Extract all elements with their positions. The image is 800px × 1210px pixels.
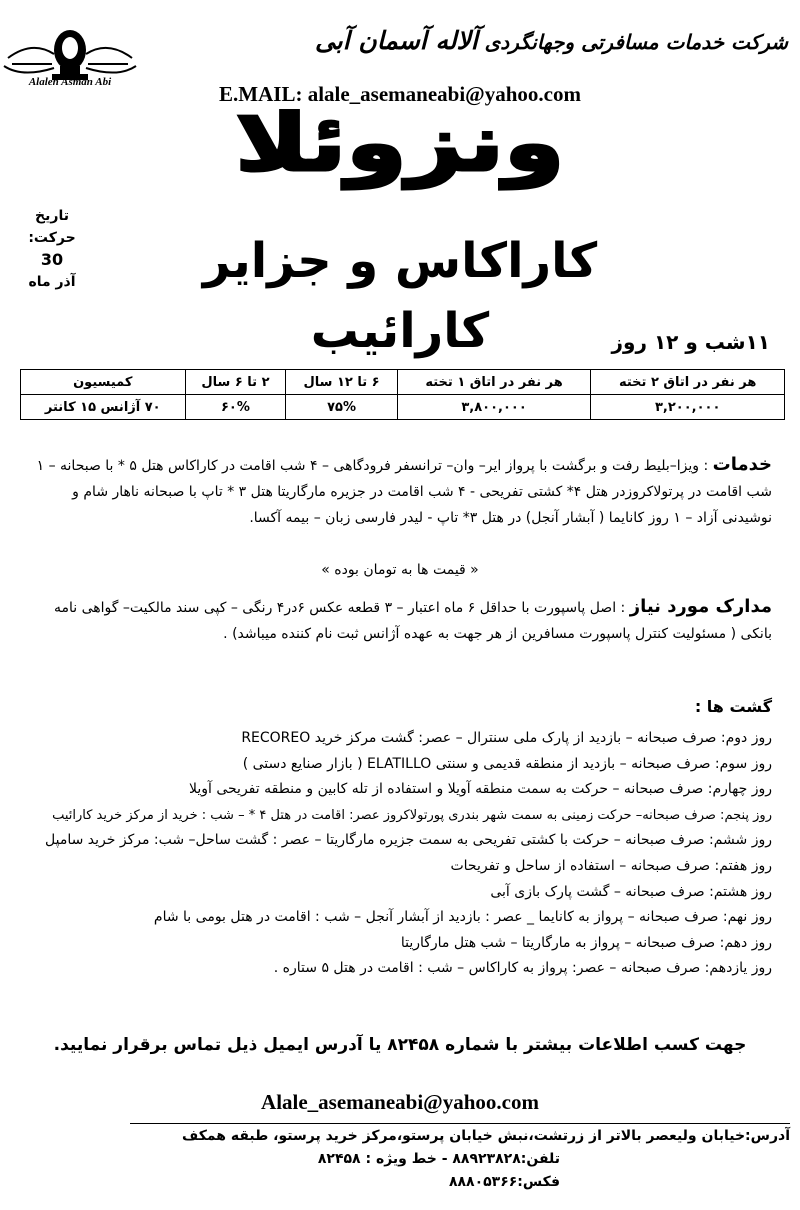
tours-heading: گشت ها : [694,697,772,716]
logo-text: Alaleh Asman Abi [28,76,112,88]
list-item: روز دوم: صرف صبحانه – بازدید از پارک ملی سنترال – عصر: گشت مرکز خرید RECOREO [241,730,772,746]
table-cell: ۳,۸۰۰,۰۰۰ [397,395,591,420]
price-table [20,369,785,420]
table-header: هر نفر در اتاق ۱ تخته [397,370,591,395]
header-email: E.MAIL: alale_asemaneabi@yahoo.com [219,82,581,106]
departure-month: آذر ماه [28,274,76,290]
list-item: روز سوم: صرف صبحانه – بازدید از منطقه قدیمی و سنتی ELATILLO ( بازار صنایع دستی ) [242,755,772,772]
company-prefix: شرکت خدمات مسافرتی وجهانگردی [484,30,788,54]
departure-label: تاریخ حرکت: [28,208,76,246]
address-block [90,1125,790,1194]
company-name [315,26,788,55]
price-table-value-row [21,395,785,420]
list-item: روز دهم: صرف صبحانه – پرواز به مارگاریتا – شب هتل مارگاریتا [400,934,772,951]
price-table-header-row [21,370,785,395]
list-item: روز نهم: صرف صبحانه – پرواز به کانایما _ عصر : بازدید از آبشار آنجل – شب : اقامت در هتل بومی با شام [153,909,772,926]
departure-date [12,205,92,293]
destination-title: ونزوئلا [235,99,565,189]
list-item: روز پنجم: صرف صبحانه– حرکت زمینی به سمت شهر بندری پورتولاکروز عصر: اقامت در هتل ۴ * – شب : خرید از مرکز خرید کارائیب [52,807,772,823]
company-brand: آلاله آسمان آبی [314,26,478,55]
list-item: روز چهارم: صرف صبحانه – حرکت به سمت منطقه آویلا و استفاده از تله کابین و منطقه تفریحی آویلا [189,781,772,798]
contact-text: جهت کسب اطلاعات بیشتر با شماره ۸۲۴۵۸ یا آدرس ایمیل ذیل تماس برقرار نمایید. [53,1035,747,1055]
list-item: روز هفتم: صرف صبحانه – استفاده از ساحل و تفریحات [450,857,772,874]
documents-paragraph [24,594,772,647]
services-heading: خدمات [712,454,772,475]
table-header: ۶ تا ۱۲ سال [286,370,397,395]
table-cell: ۶۰% [185,395,286,420]
phone-line: تلفن:۸۸۹۲۳۸۲۸ - خط ویژه : ۸۲۴۵۸ [317,1151,560,1167]
documents-text: : اصل پاسپورت با حداقل ۶ ماه اعتبار – ۳ قطعه عکس ۶در۴ رنگی – کپی سند مالکیت– گواهی نامه بانکی ( مسئولیت کنترل پاسپورت مسافرین از هر جهت به عهده آژانس ثبت نام کننده میباشد) . [53,600,772,642]
price-note: « قیمت ها به تومان بوده » [321,562,479,578]
tours-list [12,726,772,982]
services-text: : ویزا–بلیط رفت و برگشت با پرواز ایر– وان– ترانسفر فرودگاهی – ۴ شب اقامت در کاراکاس هتل ۵ * با صبحانه – ۱ شب اقامت در پرتولاکروزدر هتل ۴* کشتی تفریحی - ۴ شب اقامت در جزیره مارگاریتا هتل ۳ * تاپ با صبحانه ناهار شام و نوشیدنی آزاد – ۱ روز کانایما ( آبشار آنجل) در هتل ۳* تاپ - لیدر فارسی زبان – بیمه آکسا. [36,458,772,526]
list-item: روز ششم: صرف صبحانه – حرکت با کشتی تفریحی به سمت جزیره مارگاریتا – عصر : گشت ساحل– شب: مرکز خرید سامپل [45,832,772,849]
table-cell: ۷۰ آژانس ۱۵ کانتر [21,395,186,420]
divider [130,1123,790,1124]
destination-subtitle: کاراکاس و جزایر کارائیب [202,233,598,359]
services-paragraph [24,452,772,531]
fax-line: فکس:۸۸۸۰۵۳۶۶ [448,1174,560,1190]
table-header: هر نفر در اتاق ۲ تخته [591,370,785,395]
table-cell: ۷۵% [286,395,397,420]
documents-heading: مدارک مورد نیاز [629,596,772,617]
list-item: روز یازدهم: صرف صبحانه – عصر: پرواز به کاراکاس – شب : اقامت در هتل ۵ ستاره . [273,960,772,977]
footer-email: Alale_asemaneabi@yahoo.com [261,1090,539,1114]
table-header: ۲ تا ۶ سال [185,370,286,395]
trip-duration: ۱۱شب و ۱۲ روز [611,330,770,354]
address-line: آدرس:خیابان ولیعصر بالاتر از زرتشت،نبش خیابان پرستو،مرکز خرید پرستو، طبقه همکف [182,1128,790,1144]
table-cell: ۳,۲۰۰,۰۰۰ [591,395,785,420]
list-item: روز هشتم: صرف صبحانه – گشت پارک بازی آبی [490,883,772,900]
table-header: کمیسیون [21,370,186,395]
departure-day: 30 [40,250,64,269]
